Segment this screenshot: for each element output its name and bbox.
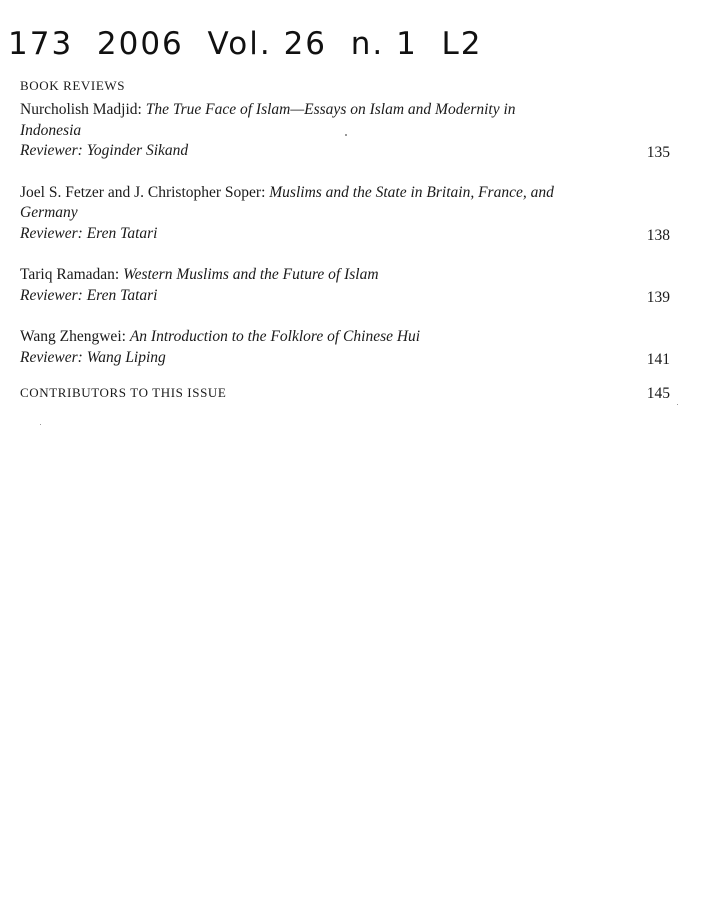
- entry-author: Nurcholish Madjid:: [20, 101, 142, 118]
- entry-reviewer: Reviewer: Wang Liping: [20, 348, 166, 366]
- entry-author: Joel S. Fetzer and J. Christopher Soper:: [20, 183, 266, 201]
- scan-speck: [345, 134, 347, 136]
- handwritten-annotation: [8, 18, 628, 68]
- entry-citation: [20, 327, 580, 348]
- entry-author: Tariq Ramadan:: [20, 266, 120, 283]
- review-entry: [20, 327, 670, 368]
- entry-title: Western Muslims and the Future of Islam: [123, 266, 379, 283]
- entry-reviewer: Reviewer: Yoginder Sikand: [20, 142, 189, 159]
- entry-page-number: 139: [646, 288, 670, 306]
- section-heading: BOOK REVIEWS: [20, 78, 126, 93]
- handwritten-annotation-text: 173 2006 Vol. 26 n. 1 L2: [8, 26, 483, 62]
- contributors-label: CONTRIBUTORS TO THIS ISSUE: [20, 385, 227, 400]
- table-of-contents: [20, 78, 670, 403]
- entry-reviewer: Reviewer: Eren Tatari: [20, 224, 158, 242]
- entry-title: The True Face of Islam—Essays on Islam and Modernity in Indonesia: [20, 101, 516, 139]
- review-entry: [20, 100, 670, 162]
- contributors-entry: [20, 383, 670, 403]
- entry-title: Muslims and the State in Britain, France, and Germany: [20, 183, 554, 221]
- entry-page-number: 135: [646, 144, 670, 161]
- entry-citation: [20, 183, 580, 224]
- entry-author: Wang Zhengwei:: [20, 328, 126, 345]
- review-entry: [20, 183, 670, 245]
- entry-title: An Introduction to the Folklore of Chinese Hui: [129, 328, 421, 345]
- contributors-page-number: 145: [646, 385, 670, 402]
- entry-page-number: 138: [646, 226, 670, 244]
- entry-reviewer: Reviewer: Eren Tatari: [20, 286, 158, 304]
- entry-citation: [20, 265, 580, 286]
- entry-citation: [20, 100, 580, 141]
- review-entry: [20, 265, 670, 306]
- scan-speck: [677, 404, 678, 405]
- entry-page-number: 141: [646, 350, 670, 368]
- scan-speck: [40, 424, 41, 425]
